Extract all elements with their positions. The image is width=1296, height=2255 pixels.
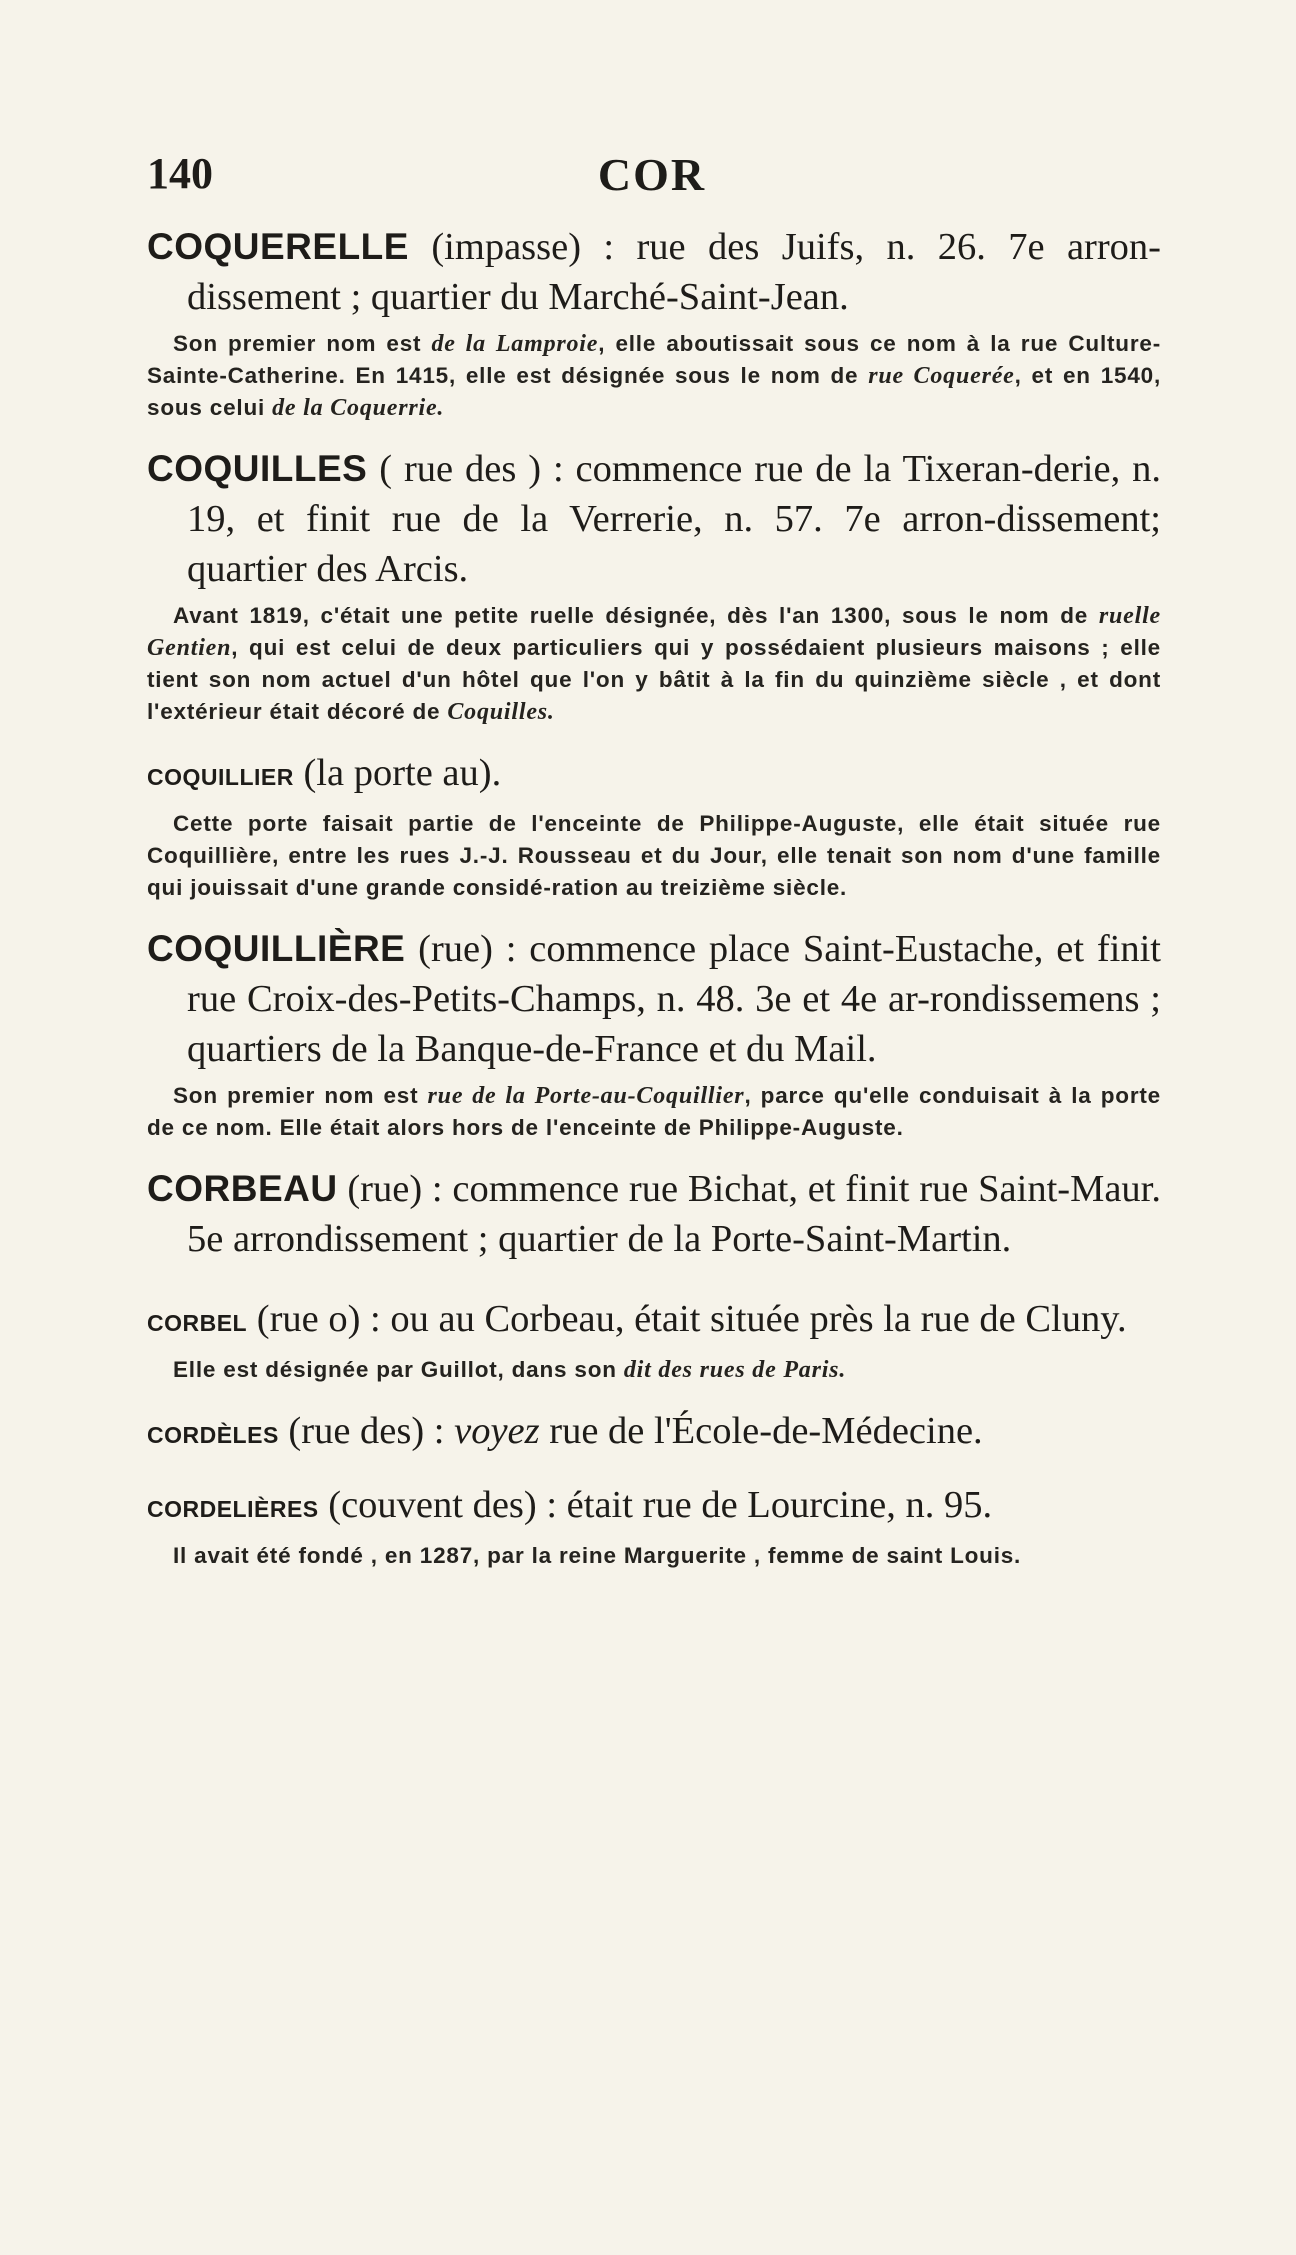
headword: CORDELIÈRES	[147, 1496, 319, 1522]
headword: CORBEAU	[147, 1168, 338, 1209]
entry-text: (couvent des) : était rue de Lourcine, n. 95.	[318, 1484, 993, 1526]
entry-coquilliere	[147, 924, 1161, 1074]
entry-text: (impasse) : rue des Juifs, n. 26. 7e arron-dissement ; quartier du Marché-Saint-Jean.	[187, 226, 1161, 318]
note-text: , et en 1540, sous celui	[147, 363, 1161, 420]
entry-note	[147, 600, 1161, 728]
note-italic: dit des rues de Paris.	[623, 1357, 847, 1383]
note-text: , elle aboutissait sous ce nom à la rue Culture-Sainte-Catherine. En 1415, elle est désignée sous le nom de	[147, 331, 1161, 388]
headword: COQUILLIER	[147, 764, 294, 790]
note-italic: Coquilles.	[447, 699, 555, 725]
headword: CORBEL	[147, 1310, 248, 1336]
note-text: , qui est celui de deux particuliers qui y possédaient plusieurs maisons ; elle tient son nom actuel d'un hôtel que l'on y bâtit à la fin du quinzième siècle , et dont l'extérieur était décoré de	[147, 635, 1161, 724]
headword: COQUILLIÈRE	[147, 928, 406, 969]
entry-cordelieres	[147, 1480, 1161, 1534]
entry-corbeau	[147, 1164, 1161, 1264]
page-number: 140	[147, 149, 213, 198]
entry-text: (rue des) :	[278, 1410, 455, 1452]
note-italic: de la Coquerrie.	[272, 395, 445, 421]
entry-coquilles	[147, 444, 1161, 594]
note-text: , parce qu'elle conduisait à la porte de ce nom. Elle était alors hors de l'enceinte de Philippe-Auguste.	[147, 1083, 1161, 1140]
entry-note	[147, 1354, 1161, 1386]
entry-text: rue de l'École-de-Médecine.	[539, 1410, 983, 1452]
entry-text: (rue) : commence rue Bichat, et finit rue Saint-Maur. 5e arrondissement ; quartier de la Porte-Saint-Martin.	[187, 1168, 1161, 1260]
note-text: Il avait été fondé , en 1287, par la reine Marguerite , femme de saint Louis.	[173, 1543, 1022, 1568]
entry-note	[147, 808, 1161, 904]
note-text: Cette porte faisait partie de l'enceinte de Philippe-Auguste, elle était située rue Coquillière, entre les rues J.-J. Rousseau et du Jour, elle tenait son nom d'une famille qui jouissait d'une grande considé-ration au treizième siècle.	[147, 811, 1161, 900]
entry-coquillier	[147, 748, 1161, 802]
note-text: Son premier nom est	[173, 1083, 428, 1108]
text-column	[147, 222, 1161, 1572]
note-italic: de la Lamproie	[431, 331, 599, 357]
entry-note	[147, 1540, 1161, 1572]
headword: COQUERELLE	[147, 226, 409, 267]
entry-coquerelle	[147, 222, 1161, 322]
entry-text: (la porte au).	[293, 752, 502, 794]
entry-note	[147, 328, 1161, 424]
note-italic: rue de la Porte-au-Coquillier	[427, 1083, 745, 1109]
entry-note	[147, 1080, 1161, 1144]
entry-corbel	[147, 1294, 1161, 1348]
entry-italic: voyez	[454, 1410, 540, 1452]
note-italic: ruelle Gentien	[147, 603, 1161, 661]
note-italic: rue Coquerée	[868, 363, 1015, 389]
running-head: COR	[597, 149, 707, 200]
entry-cordeles	[147, 1406, 1161, 1460]
headword: COQUILLES	[147, 448, 368, 489]
note-text: Elle est désignée par Guillot, dans son	[173, 1357, 624, 1382]
entry-text: (rue) : commence place Saint-Eustache, et finit rue Croix-des-Petits-Champs, n. 48. 3e et 4e ar-rondissemens ; quartiers de la Banque-de-France et du Mail.	[187, 928, 1161, 1070]
note-text: Son premier nom est	[173, 331, 432, 356]
entry-text: ( rue des ) : commence rue de la Tixeran-derie, n. 19, et finit rue de la Verrerie, n. 57. 7e arron-dissement; quartier des Arcis.	[187, 448, 1161, 590]
page-header	[147, 148, 1157, 208]
entry-text: (rue o) : ou au Corbeau, était située près la rue de Cluny.	[247, 1298, 1127, 1340]
note-text: Avant 1819, c'était une petite ruelle désignée, dès l'an 1300, sous le nom de	[173, 603, 1099, 628]
headword: CORDÈLES	[147, 1422, 279, 1448]
